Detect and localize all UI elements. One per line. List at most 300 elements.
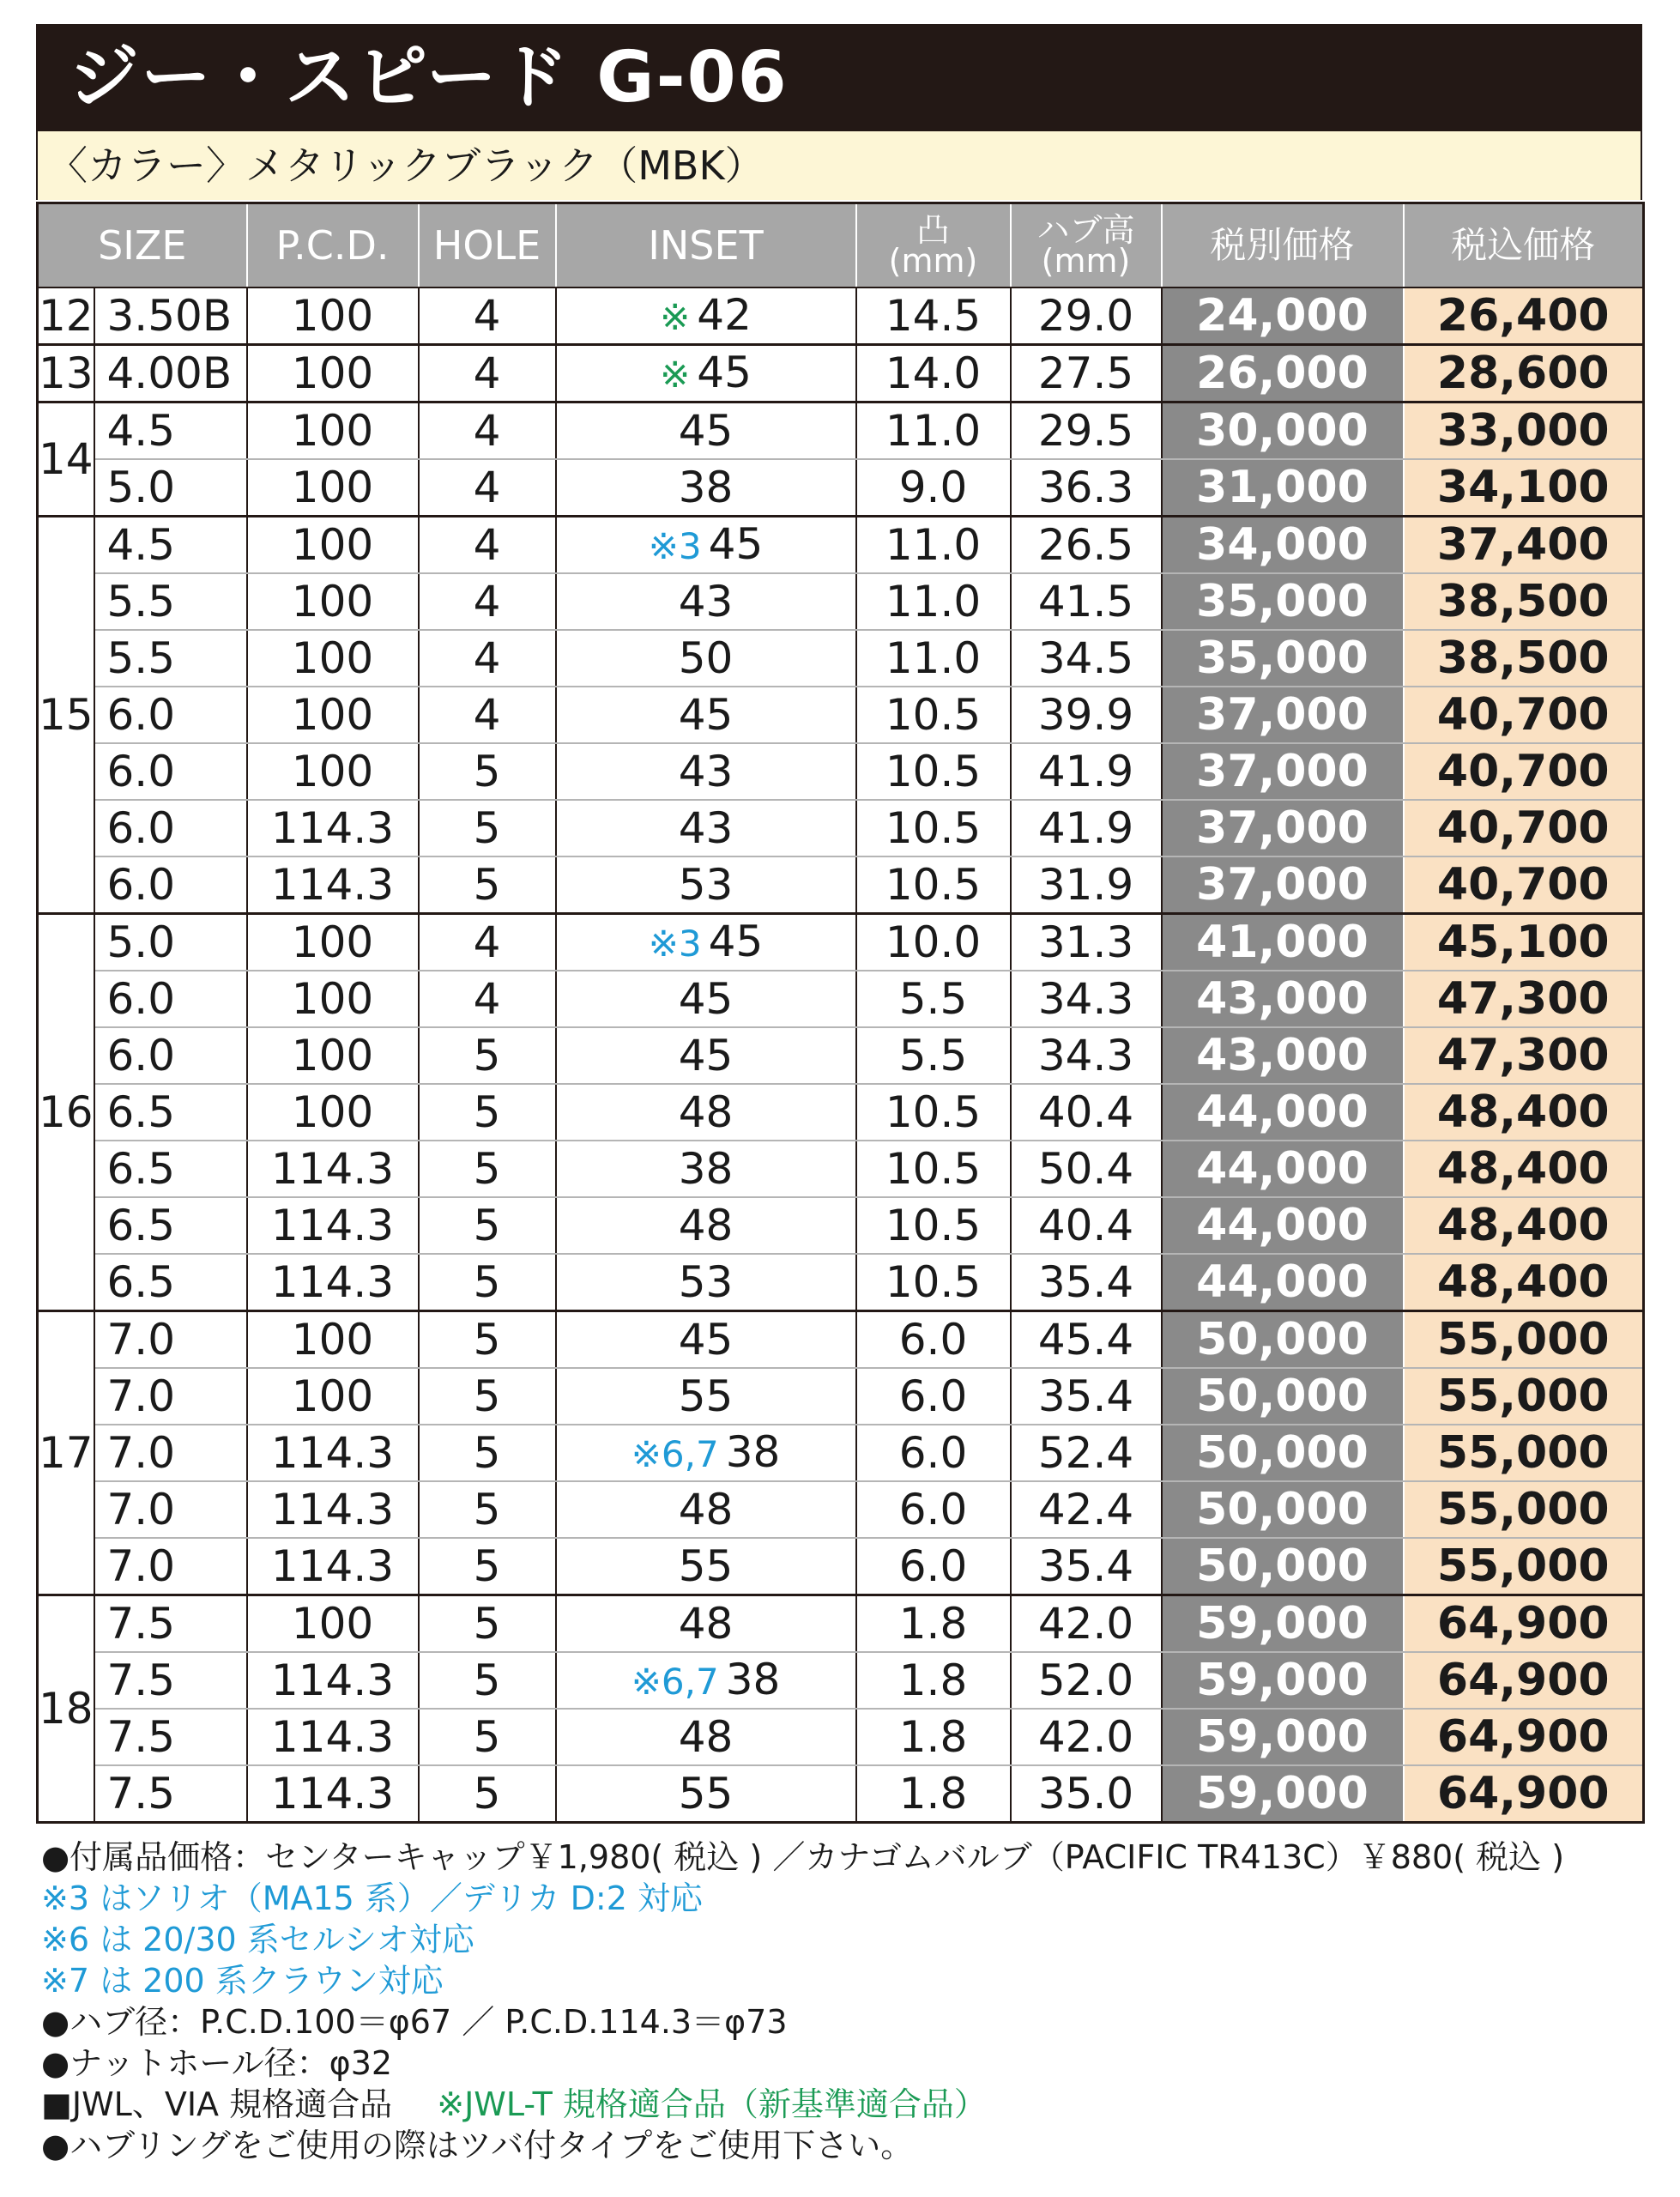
inset-note-mark: ※6,7	[631, 1432, 719, 1475]
convex-cell: 10.0	[856, 914, 1011, 971]
inset-cell	[556, 630, 856, 687]
price-inc-cell: 37,400	[1404, 517, 1644, 574]
hub-height-cell: 40.4	[1011, 1197, 1162, 1254]
rim-diameter: 16	[38, 914, 94, 1311]
inset-cell	[556, 1425, 856, 1481]
note-nut-hole: ●ナットホール径：φ32	[41, 2044, 393, 2082]
table-row	[38, 1197, 1644, 1254]
size-cell: 7.0	[94, 1538, 247, 1595]
table-row	[38, 1765, 1644, 1823]
inset-cell	[556, 1595, 856, 1653]
header-convex-line2: (mm)	[888, 242, 978, 280]
inset-value: 38	[725, 1426, 781, 1477]
convex-cell: 5.5	[856, 1027, 1011, 1084]
rim-diameter: 13	[38, 345, 94, 402]
table-row	[38, 517, 1644, 574]
hub-height-cell: 36.3	[1011, 459, 1162, 517]
table-row	[38, 1027, 1644, 1084]
hole-cell: 5	[419, 1595, 556, 1653]
size-cell: 7.0	[94, 1481, 247, 1538]
hub-height-cell: 39.9	[1011, 687, 1162, 743]
convex-cell: 6.0	[856, 1481, 1011, 1538]
inset-value: 48	[678, 1712, 734, 1762]
inset-value: 48	[678, 1485, 734, 1534]
size-cell: 4.5	[94, 517, 247, 574]
inset-value: 38	[678, 1144, 734, 1194]
hub-height-cell: 31.3	[1011, 914, 1162, 971]
header-price-inc: 税込価格	[1404, 203, 1644, 288]
convex-cell: 10.5	[856, 1084, 1011, 1141]
size-cell: 6.0	[94, 800, 247, 856]
size-cell: 6.0	[94, 971, 247, 1027]
header-convex-line1: 凸	[916, 211, 950, 249]
pcd-cell: 114.3	[247, 1197, 419, 1254]
hole-cell: 5	[419, 1197, 556, 1254]
table-row	[38, 800, 1644, 856]
convex-cell: 6.0	[856, 1311, 1011, 1369]
hole-cell: 4	[419, 630, 556, 687]
hub-height-cell: 52.4	[1011, 1425, 1162, 1481]
size-cell: 4.5	[94, 402, 247, 460]
inset-value: 38	[725, 1654, 781, 1704]
price-ex-cell: 43,000	[1162, 1027, 1404, 1084]
convex-cell: 10.5	[856, 687, 1011, 743]
price-inc-cell: 47,300	[1404, 971, 1644, 1027]
inset-note-mark: ※6,7	[631, 1660, 719, 1703]
inset-value: 45	[678, 690, 734, 740]
price-ex-cell: 34,000	[1162, 517, 1404, 574]
pcd-cell: 114.3	[247, 1538, 419, 1595]
pcd-cell: 100	[247, 971, 419, 1027]
price-ex-cell: 35,000	[1162, 573, 1404, 630]
inset-cell	[556, 914, 856, 971]
inset-value: 48	[678, 1599, 734, 1649]
inset-value: 45	[708, 916, 764, 966]
rim-diameter: 15	[38, 517, 94, 914]
inset-cell	[556, 800, 856, 856]
price-inc-cell: 64,900	[1404, 1709, 1644, 1765]
inset-cell	[556, 856, 856, 914]
inset-value: 50	[678, 633, 734, 683]
pcd-cell: 100	[247, 1027, 419, 1084]
table-row	[38, 459, 1644, 517]
note-accessories: ●付属品価格：センターキャップ￥1,980( 税込 ) ／カナゴムバルブ（PACIFIC TR413C）￥880( 税込 )	[41, 1838, 1565, 1876]
price-inc-cell: 28,600	[1404, 345, 1644, 402]
price-inc-cell: 48,400	[1404, 1141, 1644, 1197]
hub-height-cell: 41.9	[1011, 743, 1162, 800]
hub-height-cell: 41.9	[1011, 800, 1162, 856]
inset-value: 45	[678, 974, 734, 1024]
inset-note-mark: ※	[660, 353, 691, 396]
inset-value: 48	[678, 1201, 734, 1250]
inset-value: 45	[708, 518, 764, 569]
price-ex-cell: 41,000	[1162, 914, 1404, 971]
convex-cell: 10.5	[856, 1197, 1011, 1254]
convex-cell: 14.0	[856, 345, 1011, 402]
hole-cell: 4	[419, 573, 556, 630]
price-inc-cell: 55,000	[1404, 1425, 1644, 1481]
price-ex-cell: 59,000	[1162, 1709, 1404, 1765]
price-inc-cell: 26,400	[1404, 287, 1644, 345]
price-inc-cell: 38,500	[1404, 630, 1644, 687]
size-cell: 7.5	[94, 1709, 247, 1765]
price-inc-cell: 45,100	[1404, 914, 1644, 971]
inset-cell	[556, 345, 856, 402]
price-inc-cell: 64,900	[1404, 1652, 1644, 1709]
inset-value: 45	[697, 347, 752, 397]
hole-cell: 5	[419, 1481, 556, 1538]
price-ex-cell: 35,000	[1162, 630, 1404, 687]
size-cell: 5.0	[94, 459, 247, 517]
price-inc-cell: 40,700	[1404, 856, 1644, 914]
inset-cell	[556, 1311, 856, 1369]
hub-height-cell: 26.5	[1011, 517, 1162, 574]
pcd-cell: 114.3	[247, 1652, 419, 1709]
table-row	[38, 1709, 1644, 1765]
table-row	[38, 287, 1644, 345]
inset-value: 38	[678, 463, 734, 512]
inset-cell	[556, 459, 856, 517]
color-bar	[36, 131, 1642, 200]
convex-cell: 10.5	[856, 1254, 1011, 1311]
pcd-cell: 100	[247, 687, 419, 743]
pcd-cell: 100	[247, 1311, 419, 1369]
inset-value: 43	[678, 577, 734, 626]
pcd-cell: 114.3	[247, 1765, 419, 1823]
table-row	[38, 1311, 1644, 1369]
pcd-cell: 114.3	[247, 1481, 419, 1538]
hole-cell: 4	[419, 459, 556, 517]
inset-value: 43	[678, 747, 734, 796]
hub-height-cell: 29.5	[1011, 402, 1162, 460]
hole-cell: 5	[419, 1084, 556, 1141]
pcd-cell: 100	[247, 402, 419, 460]
hole-cell: 5	[419, 1254, 556, 1311]
price-ex-cell: 50,000	[1162, 1311, 1404, 1369]
hole-cell: 5	[419, 1141, 556, 1197]
hole-cell: 5	[419, 1709, 556, 1765]
table-row	[38, 573, 1644, 630]
price-inc-cell: 64,900	[1404, 1765, 1644, 1823]
table-row	[38, 687, 1644, 743]
note-jwl-standard: ■JWL、VIA 規格適合品	[41, 2085, 393, 2123]
convex-cell: 6.0	[856, 1538, 1011, 1595]
table-row	[38, 1595, 1644, 1653]
price-inc-cell: 55,000	[1404, 1368, 1644, 1425]
inset-cell	[556, 517, 856, 574]
hub-height-cell: 27.5	[1011, 345, 1162, 402]
table-row	[38, 345, 1644, 402]
price-ex-cell: 44,000	[1162, 1084, 1404, 1141]
hole-cell: 4	[419, 345, 556, 402]
size-cell: 5.5	[94, 630, 247, 687]
convex-cell: 1.8	[856, 1595, 1011, 1653]
inset-cell	[556, 1709, 856, 1765]
price-ex-cell: 26,000	[1162, 345, 1404, 402]
price-ex-cell: 31,000	[1162, 459, 1404, 517]
convex-cell: 14.5	[856, 287, 1011, 345]
inset-note-mark: ※	[660, 295, 691, 338]
pcd-cell: 114.3	[247, 1425, 419, 1481]
inset-cell	[556, 287, 856, 345]
size-cell: 6.0	[94, 856, 247, 914]
hole-cell: 5	[419, 800, 556, 856]
convex-cell: 1.8	[856, 1652, 1011, 1709]
price-inc-cell: 40,700	[1404, 743, 1644, 800]
table-row	[38, 971, 1644, 1027]
price-ex-cell: 37,000	[1162, 800, 1404, 856]
pcd-cell: 100	[247, 1368, 419, 1425]
rim-diameter: 14	[38, 402, 94, 517]
inset-cell	[556, 1027, 856, 1084]
inset-cell	[556, 971, 856, 1027]
price-ex-cell: 59,000	[1162, 1765, 1404, 1823]
convex-cell: 11.0	[856, 517, 1011, 574]
header-hub-line2: (mm)	[1041, 242, 1131, 280]
convex-cell: 6.0	[856, 1425, 1011, 1481]
convex-cell: 11.0	[856, 630, 1011, 687]
price-inc-cell: 55,000	[1404, 1311, 1644, 1369]
header-inset: INSET	[556, 203, 856, 288]
pcd-cell: 100	[247, 1595, 419, 1653]
inset-cell	[556, 743, 856, 800]
convex-cell: 10.5	[856, 800, 1011, 856]
pcd-cell: 100	[247, 517, 419, 574]
hole-cell: 4	[419, 914, 556, 971]
price-ex-cell: 37,000	[1162, 743, 1404, 800]
table-row	[38, 402, 1644, 460]
hub-height-cell: 35.4	[1011, 1368, 1162, 1425]
size-cell: 7.0	[94, 1425, 247, 1481]
inset-value: 55	[678, 1541, 734, 1591]
size-cell: 6.5	[94, 1254, 247, 1311]
price-inc-cell: 40,700	[1404, 687, 1644, 743]
inset-note-mark: ※3	[648, 524, 702, 567]
convex-cell: 11.0	[856, 573, 1011, 630]
inset-cell	[556, 1765, 856, 1823]
inset-cell	[556, 1652, 856, 1709]
inset-value: 55	[678, 1769, 734, 1819]
inset-value: 42	[697, 289, 752, 340]
note-hub-diameter: ●ハブ径：P.C.D.100＝φ67 ／ P.C.D.114.3＝φ73	[41, 2003, 788, 2041]
hub-height-cell: 42.0	[1011, 1595, 1162, 1653]
page-title: ジー・スピード G-06	[69, 37, 789, 118]
convex-cell: 9.0	[856, 459, 1011, 517]
inset-value: 45	[678, 1031, 734, 1080]
convex-cell: 5.5	[856, 971, 1011, 1027]
price-ex-cell: 59,000	[1162, 1652, 1404, 1709]
inset-note-mark: ※3	[648, 922, 702, 965]
hole-cell: 5	[419, 1765, 556, 1823]
price-ex-cell: 37,000	[1162, 856, 1404, 914]
price-ex-cell: 44,000	[1162, 1254, 1404, 1311]
note-jwl-t-standard: ※JWL-T 規格適合品（新基準適合品）	[437, 2085, 987, 2123]
price-inc-cell: 55,000	[1404, 1481, 1644, 1538]
table-row	[38, 914, 1644, 971]
hub-height-cell: 35.4	[1011, 1538, 1162, 1595]
pcd-cell: 100	[247, 630, 419, 687]
hub-height-cell: 42.4	[1011, 1481, 1162, 1538]
header-convex	[856, 203, 1011, 288]
hub-height-cell: 41.5	[1011, 573, 1162, 630]
table-row	[38, 1141, 1644, 1197]
size-cell: 7.5	[94, 1765, 247, 1823]
size-cell: 6.5	[94, 1197, 247, 1254]
size-cell: 6.0	[94, 743, 247, 800]
hub-height-cell: 29.0	[1011, 287, 1162, 345]
inset-value: 45	[678, 1315, 734, 1365]
pcd-cell: 100	[247, 287, 419, 345]
hub-height-cell: 40.4	[1011, 1084, 1162, 1141]
hole-cell: 5	[419, 1652, 556, 1709]
hub-height-cell: 34.3	[1011, 1027, 1162, 1084]
pcd-cell: 100	[247, 1084, 419, 1141]
size-cell: 7.0	[94, 1368, 247, 1425]
hole-cell: 4	[419, 287, 556, 345]
size-cell: 3.50B	[94, 287, 247, 345]
inset-value: 43	[678, 803, 734, 853]
hub-height-cell: 35.4	[1011, 1254, 1162, 1311]
inset-value: 45	[678, 406, 734, 456]
inset-value: 55	[678, 1371, 734, 1421]
price-inc-cell: 55,000	[1404, 1538, 1644, 1595]
table-row	[38, 1368, 1644, 1425]
hub-height-cell: 42.0	[1011, 1709, 1162, 1765]
inset-cell	[556, 402, 856, 460]
pcd-cell: 100	[247, 573, 419, 630]
price-ex-cell: 50,000	[1162, 1538, 1404, 1595]
inset-cell	[556, 1141, 856, 1197]
price-inc-cell: 47,300	[1404, 1027, 1644, 1084]
table-body	[38, 287, 1644, 1823]
size-cell: 5.0	[94, 914, 247, 971]
table-row	[38, 630, 1644, 687]
inset-cell	[556, 1481, 856, 1538]
table-row	[38, 1538, 1644, 1595]
inset-cell	[556, 1197, 856, 1254]
size-cell: 4.00B	[94, 345, 247, 402]
header-size: SIZE	[38, 203, 247, 288]
price-ex-cell: 37,000	[1162, 687, 1404, 743]
hole-cell: 5	[419, 743, 556, 800]
price-ex-cell: 30,000	[1162, 402, 1404, 460]
hub-height-cell: 52.0	[1011, 1652, 1162, 1709]
price-inc-cell: 64,900	[1404, 1595, 1644, 1653]
size-cell: 7.5	[94, 1595, 247, 1653]
inset-value: 53	[678, 860, 734, 910]
inset-cell	[556, 1538, 856, 1595]
price-ex-cell: 44,000	[1162, 1141, 1404, 1197]
price-ex-cell: 50,000	[1162, 1368, 1404, 1425]
inset-cell	[556, 1368, 856, 1425]
pcd-cell: 100	[247, 459, 419, 517]
convex-cell: 1.8	[856, 1709, 1011, 1765]
hole-cell: 4	[419, 687, 556, 743]
convex-cell: 10.5	[856, 1141, 1011, 1197]
size-cell: 6.5	[94, 1084, 247, 1141]
hole-cell: 4	[419, 517, 556, 574]
rim-diameter: 12	[38, 287, 94, 345]
hole-cell: 4	[419, 402, 556, 460]
price-ex-cell: 43,000	[1162, 971, 1404, 1027]
price-ex-cell: 50,000	[1162, 1481, 1404, 1538]
pcd-cell: 114.3	[247, 1709, 419, 1765]
inset-cell	[556, 687, 856, 743]
convex-cell: 10.5	[856, 856, 1011, 914]
size-cell: 6.5	[94, 1141, 247, 1197]
hole-cell: 5	[419, 1538, 556, 1595]
price-inc-cell: 34,100	[1404, 459, 1644, 517]
price-inc-cell: 48,400	[1404, 1197, 1644, 1254]
pcd-cell: 100	[247, 743, 419, 800]
price-ex-cell: 50,000	[1162, 1425, 1404, 1481]
note-7: ※7 は 200 系クラウン対応	[41, 1962, 444, 2000]
table-row	[38, 743, 1644, 800]
header-hub-height	[1011, 203, 1162, 288]
pcd-cell: 114.3	[247, 1254, 419, 1311]
header-hub-line1: ハブ高	[1036, 211, 1135, 249]
hole-cell: 5	[419, 1311, 556, 1369]
size-cell: 6.0	[94, 1027, 247, 1084]
hub-height-cell: 31.9	[1011, 856, 1162, 914]
convex-cell: 11.0	[856, 402, 1011, 460]
price-ex-cell: 59,000	[1162, 1595, 1404, 1653]
header-price-ex: 税別価格	[1162, 203, 1404, 288]
rim-diameter: 17	[38, 1311, 94, 1595]
inset-cell	[556, 573, 856, 630]
price-inc-cell: 33,000	[1404, 402, 1644, 460]
color-label: 〈カラー〉メタリックブラック（MBK）	[48, 142, 764, 189]
hub-height-cell: 34.5	[1011, 630, 1162, 687]
hole-cell: 5	[419, 1425, 556, 1481]
table-row	[38, 1254, 1644, 1311]
note-jwl	[41, 2084, 1637, 2125]
table-row	[38, 1084, 1644, 1141]
price-ex-cell: 44,000	[1162, 1197, 1404, 1254]
price-inc-cell: 40,700	[1404, 800, 1644, 856]
table-row	[38, 1481, 1644, 1538]
pcd-cell: 114.3	[247, 800, 419, 856]
spec-table	[36, 202, 1645, 1824]
title-bar	[36, 24, 1642, 131]
note-hub-ring: ●ハブリングをご使用の際はツバ付タイプをご使用下さい。	[41, 2127, 914, 2164]
hub-height-cell: 50.4	[1011, 1141, 1162, 1197]
hub-height-cell: 45.4	[1011, 1311, 1162, 1369]
price-inc-cell: 48,400	[1404, 1084, 1644, 1141]
pcd-cell: 114.3	[247, 1141, 419, 1197]
table-row	[38, 1652, 1644, 1709]
table-header-row	[38, 203, 1644, 288]
hub-height-cell: 34.3	[1011, 971, 1162, 1027]
hole-cell: 5	[419, 1027, 556, 1084]
pcd-cell: 114.3	[247, 856, 419, 914]
price-inc-cell: 38,500	[1404, 573, 1644, 630]
size-cell: 6.0	[94, 687, 247, 743]
price-ex-cell: 24,000	[1162, 287, 1404, 345]
note-3: ※3 はソリオ（MA15 系）／デリカ D:2 対応	[41, 1879, 703, 1917]
rim-diameter: 18	[38, 1595, 94, 1823]
pcd-cell: 100	[247, 345, 419, 402]
notes-section	[41, 1837, 1637, 2166]
size-cell: 7.0	[94, 1311, 247, 1369]
pcd-cell: 100	[247, 914, 419, 971]
inset-cell	[556, 1084, 856, 1141]
header-pcd: P.C.D.	[247, 203, 419, 288]
price-inc-cell: 48,400	[1404, 1254, 1644, 1311]
size-cell: 7.5	[94, 1652, 247, 1709]
header-hole: HOLE	[419, 203, 556, 288]
note-6: ※6 は 20/30 系セルシオ対応	[41, 1921, 474, 1958]
